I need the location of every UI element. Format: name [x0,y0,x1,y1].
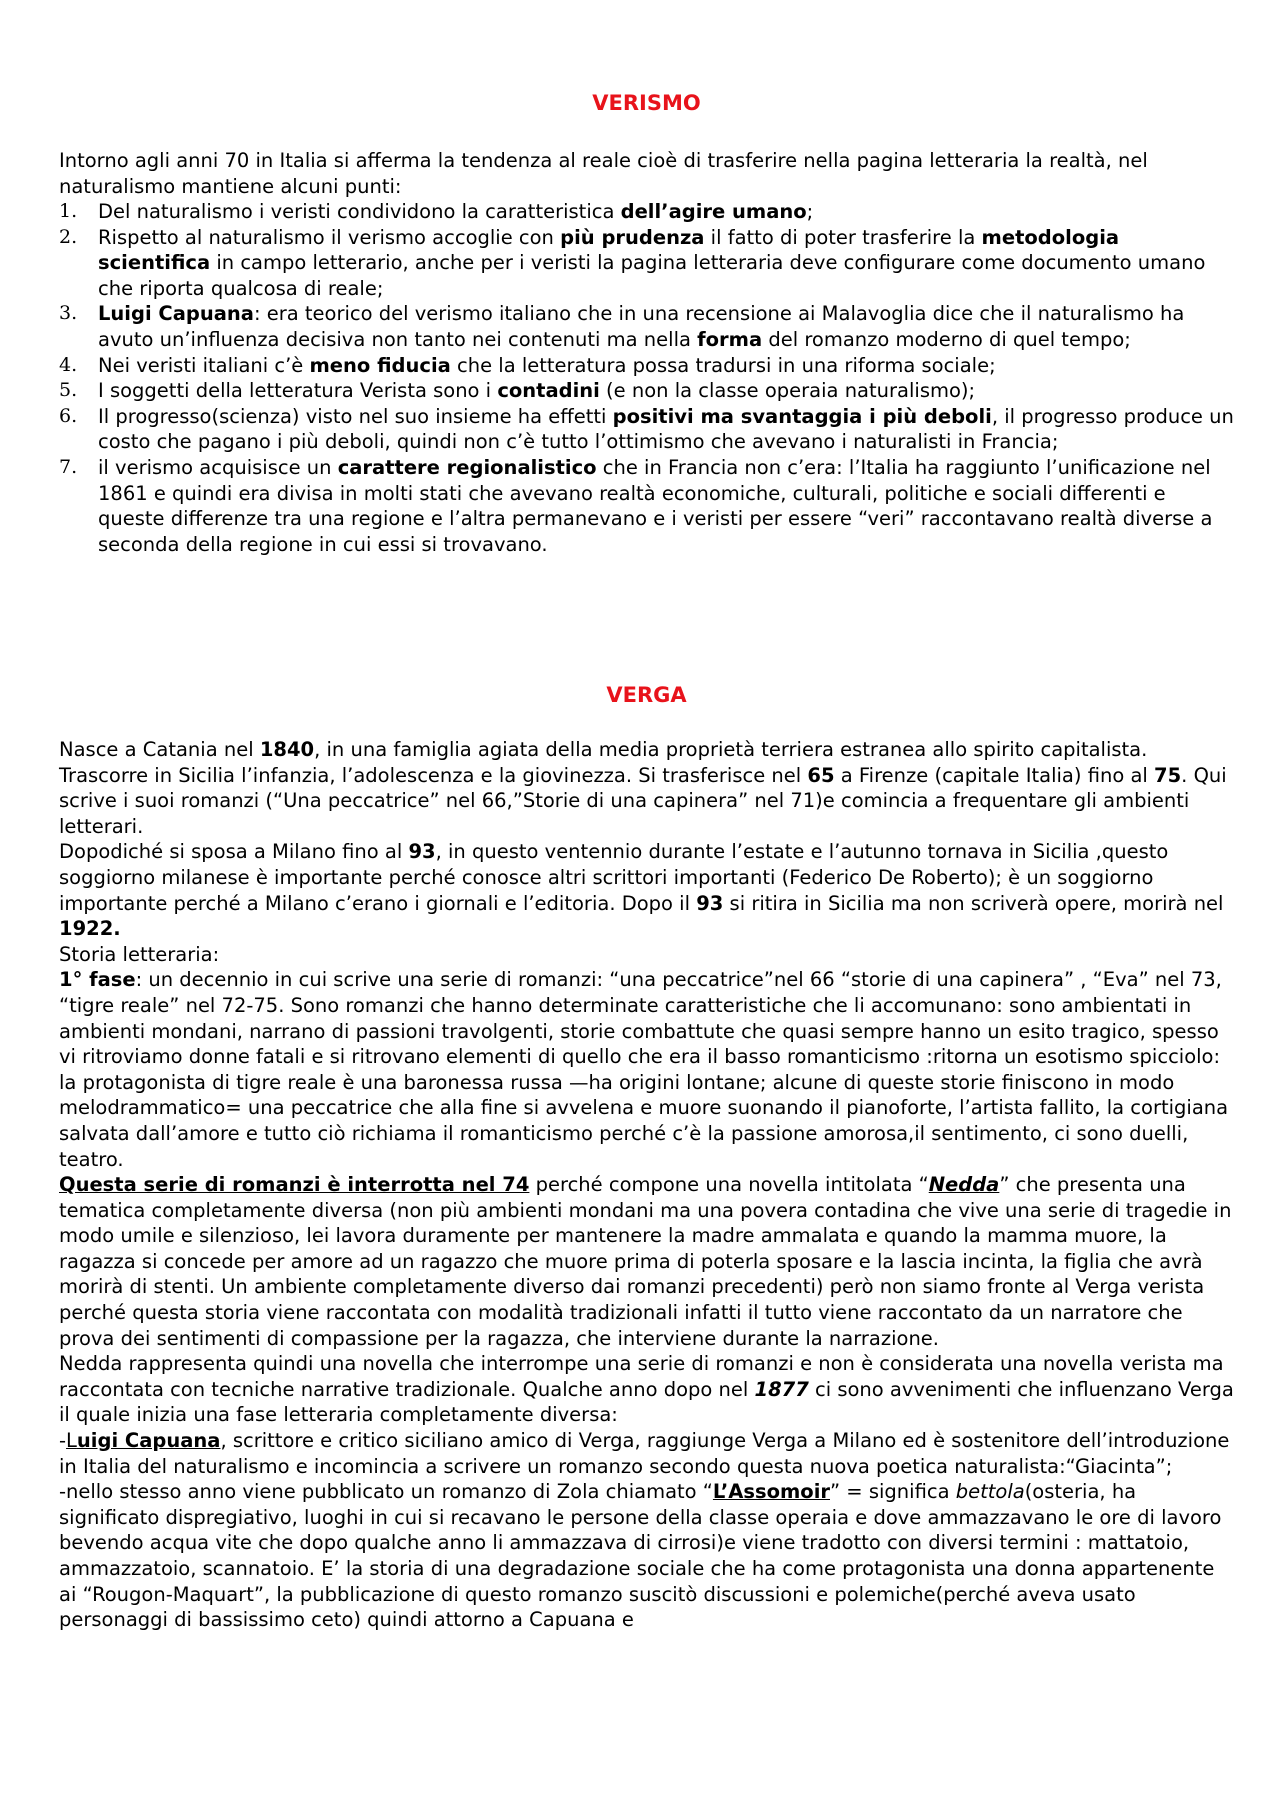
text: perché compone una novella intitolata “ [529,1173,929,1197]
bold-text: meno fiducia [309,353,451,377]
italic-text: Nedda [928,1173,1000,1197]
paragraph-nedda-2 [59,1351,1234,1428]
text: ” = significa [830,1480,956,1504]
bold-text: positivi ma svantaggia i più deboli [612,404,992,428]
paragraph-assomoir [59,1479,1234,1633]
bold-text: 1° fase [59,968,136,992]
text: Del naturalismo i veristi condividono la caratteristica [98,200,621,223]
text: Nedda rappresenta quindi una novella che interrompe una serie di romanzi e non è considerata una novella verista ma raccontata con tecniche narrative tradizionale. Qualche anno dopo nel [59,1352,1224,1401]
bold-text: 93 [408,840,436,864]
paragraph-milano [59,839,1234,941]
list-item [59,404,1234,455]
text: ” che presenta una tematica completamente diversa (non più ambienti mondani ma una povera contadina che vive una serie di tragedie in modo umile e silenzioso, lei lavora duramente per mantenere la madre ammalata e quando la mamma muore, la ragazza si concede per amore ad un ragazzo che muore prima di poterla sposare e la lascia incinta, la figlia che avrà morirà di stenti. Un ambiente completamente diverso dai romanzi precedenti) però non siamo fronte al Verga verista perché questa storia viene raccontata con modalità tradizionali infatti il tutto viene raccontato da un narratore che prova dei sentimenti di compassione per la ragazza, che interviene durante la narrazione. [59,1173,1232,1350]
text: ; [806,200,814,223]
paragraph-fase-1 [59,967,1234,1172]
bold-text: carattere regionalistico [337,455,597,479]
list-item [59,378,1234,404]
paragraph-biography [59,737,1234,839]
text: ci sono avvenimenti che influenzano Verga il quale inizia una fase letteraria completamente diversa: [59,1377,1234,1427]
list-number: 2. [59,225,78,248]
italic-text: 1877 [754,1377,809,1401]
verismo-points-list [59,199,1234,557]
text: : un decennio in cui scrive una serie di romanzi: “una peccatrice”nel 66 “storie di una capinera” , “Eva” nel 73, “tigre reale” nel 72-75. Sono romanzi che hanno determinate caratteristiche che li accomunano: sono ambientati in ambienti mondani, narrano di passioni travolgenti, storie combattute che quasi sempre hanno un esito tragico, spesso vi ritroviamo donne fatali e si ritrovano elementi di quello che era il basso romanticismo :ritorna un esotismo spicciolo: la protagonista di tigre reale è una baronessa russa —ha origini lontane; alcune di queste storie finiscono in modo melodrammatico= una peccatrice che alla fine si avvelena e muore suonando il pianoforte, l’artista fallito, la cortigiana salvata dall’amore e tutto ciò richiama il romanticismo perché c’è la passione amorosa,il sentimento, ci sono duelli, teatro. [59,968,1229,1171]
section-title-verismo: VERISMO [592,91,701,115]
text: : era teorico del verismo italiano che in una recensione ai Malavoglia dice che il naturalismo ha avuto un’influenza decisiva non tanto nei contenuti ma nella [98,302,1185,351]
bold-text: 1840 [259,738,315,761]
verga-body [59,737,1234,1633]
paragraph-nedda [59,1172,1234,1351]
bold-text: contadini [497,379,600,403]
bold-text: più prudenza [560,225,705,249]
bold-text: 1922. [59,917,121,941]
paragraph-capuana [59,1428,1234,1479]
text: Rispetto al naturalismo il verismo accoglie con [98,225,561,249]
text: Dopodiché si sposa a Milano fino al [59,840,409,864]
text: . Qui scrive i suoi romanzi (“Una peccatrice” nel 66,”Storie di una capinera” nel 71)e comincia a frequentare gli ambienti letterari. [59,763,1227,838]
text: in campo letterario, anche per i veristi la pagina letteraria deve configurare come documento umano che riporta qualcosa di reale; [98,251,1206,300]
list-number: 5. [59,379,78,402]
underlined-text: L [66,1429,77,1453]
bold-text: 93 [696,891,724,915]
text: Il progresso(scienza) visto nel suo insieme ha effetti [98,404,613,428]
bold-italic-text [755,1378,809,1401]
bold-text: Luigi Capuana [98,302,254,326]
list-number: 1. [59,200,78,222]
list-item [59,455,1234,557]
text: , in una famiglia agiata della media proprietà terriera estranea allo spirito capitalista. Trascorre in Sicilia l’infanzia, l’adolescenza e la giovinezza. Si trasferisce nel [59,738,1148,787]
bold-italic-text [929,1173,1000,1196]
storia-letteraria-label: Storia letteraria: [59,942,220,966]
text: Nei veristi italiani c’è [98,353,310,377]
bold-underlined-text: L’Assomoir [712,1480,830,1504]
list-item [59,353,1234,379]
bold-underlined-text: uigi Capuana [76,1429,221,1453]
text: , il progresso produce un costo che pagano i più deboli, quindi non c’è tutto l’ottimismo che avevano i naturalisti in Francia; [98,404,1234,454]
section-title-verga: VERGA [606,683,687,707]
text: Nasce a Catania nel [59,738,260,761]
text: che la letteratura possa tradursi in una riforma sociale; [450,353,996,377]
list-number: 7. [59,455,78,478]
bold-text: dell’agire umano [620,200,807,223]
text: a Firenze (capitale Italia) fino al [834,763,1155,787]
italic-text: bettola [955,1480,1025,1504]
text: il fatto di poter trasferire la [704,225,982,249]
list-number: 4. [59,353,78,376]
verismo-intro: Intorno agli anni 70 in Italia si afferma la tendenza al reale cioè di trasferire nella pagina letteraria la realtà, nel naturalismo mantiene alcuni punti: [59,149,1148,198]
bold-text: 75 [1154,763,1182,787]
text: - [59,1429,67,1453]
text: si ritira in Sicilia ma non scriverà opere, morirà nel [723,891,1224,915]
bold-underlined-text: Questa serie di romanzi è interrotta nel 74 [59,1173,530,1197]
bold-text: forma [697,327,763,351]
text: (e non la classe operaia naturalismo); [599,379,976,403]
text: il verismo acquisisce un [98,455,338,479]
text: -nello stesso anno viene pubblicato un romanzo di Zola chiamato “ [59,1480,713,1504]
bold-text: metodologia scientifica [98,225,1120,275]
list-item [59,225,1234,302]
bold-text: 65 [807,763,835,787]
text: , in questo ventennio durante l’estate e l’autunno tornava in Sicilia ,questo soggiorno milanese è importante perché conosce altri scrittori importanti (Federico De Roberto); è un soggiorno importante perché a Milano c’erano i giornali e l’editoria. Dopo il [59,840,1169,915]
list-item [59,301,1234,352]
text: (osteria, ha significato dispregiativo, luoghi in cui si recavano le persone della classe operaia e dove ammazzavano le ore di lavoro bevendo acqua vite che dopo qualche anno li ammazzava di cirrosi)e viene tradotto con diversi termini : mattatoio, ammazzatoio, scannatoio. E’ la storia di una degradazione sociale che ha come protagonista una donna appartenente ai “Rougon-Maquart”, la pubblicazione di questo romanzo suscitò discussioni e polemiche(perché aveva usato personaggi di bassissimo ceto) quindi attorno a Capuana e [59,1480,1222,1632]
text: che in Francia non c’era: l’Italia ha raggiunto l’unificazione nel 1861 e quindi era divisa in molti stati che avevano realtà economiche, culturali, politiche e sociali differenti e queste differenze tra una regione e l’altra permanevano e i veristi per essere “veri” raccontavano realtà diverse a seconda della regione in cui essi si trovavano. [98,455,1213,556]
list-number: 6. [59,404,78,427]
text: del romanzo moderno di quel tempo; [762,327,1131,351]
list-item [59,199,1234,225]
list-number: 3. [59,302,78,325]
text: , scrittore e critico siciliano amico di Verga, raggiunge Verga a Milano ed è sostenitore dell’introduzione in Italia del naturalismo e incomincia a scrivere un romanzo secondo questa nuova poetica naturalista:“Giacinta”; [59,1429,1230,1478]
text: I soggetti della letteratura Verista sono i [98,379,498,403]
